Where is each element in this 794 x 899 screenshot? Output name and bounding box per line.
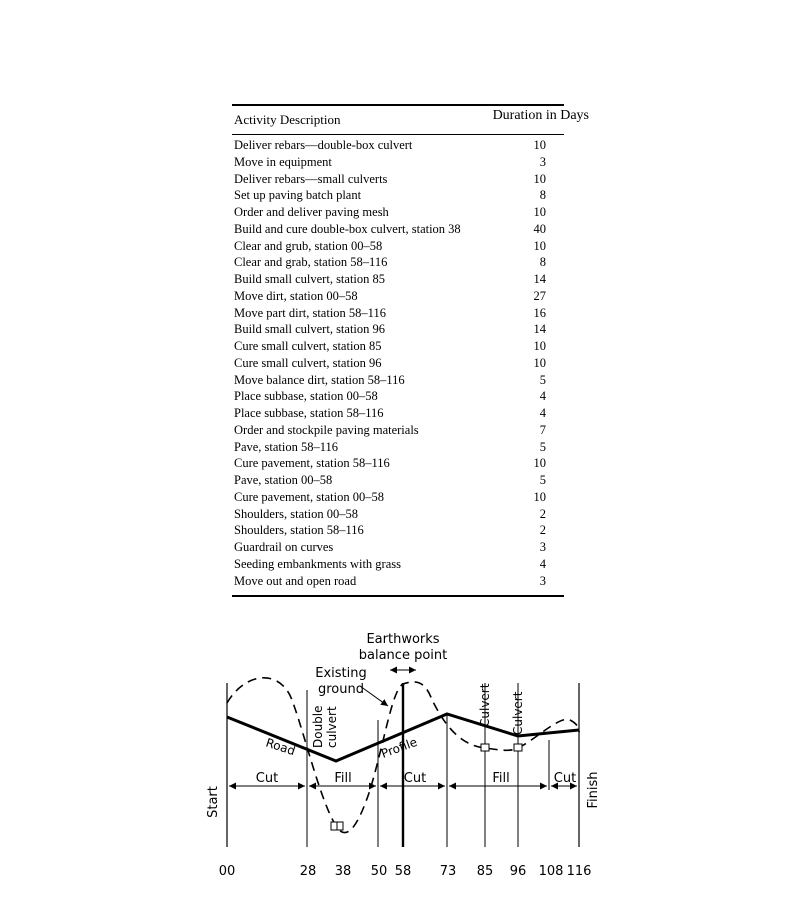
activity-description: Build small culvert, station 85 xyxy=(234,272,386,286)
activity-duration: 4 xyxy=(539,556,546,571)
activity-description: Pave, station 00–58 xyxy=(234,473,333,487)
activity-description: Guardrail on curves xyxy=(234,540,334,554)
activity-description: Move part dirt, station 58–116 xyxy=(234,305,386,320)
activity-duration: 5 xyxy=(539,439,546,454)
activity-duration: 2 xyxy=(539,523,546,538)
zone-fill-2: Fill xyxy=(492,771,510,786)
activity-duration: 10 xyxy=(533,355,546,370)
activity-description: Shoulders, station 58–116 xyxy=(234,523,364,538)
culvert-96-box xyxy=(514,744,522,751)
station-96: 96 xyxy=(509,864,527,879)
station-50: 50 xyxy=(370,864,388,879)
activity-duration: 14 xyxy=(533,272,546,286)
station-108: 108 xyxy=(538,864,564,879)
activity-description: Order and deliver paving mesh xyxy=(234,205,389,219)
zone-cut-3: Cut xyxy=(553,771,577,786)
activity-duration: 8 xyxy=(539,188,546,203)
zone-cut-1: Cut xyxy=(255,771,279,786)
activity-duration: 10 xyxy=(533,171,546,186)
activity-description: Place subbase, station 00–58 xyxy=(234,389,378,404)
road-label: Road xyxy=(264,735,298,759)
activity-description: Order and stockpile paving materials xyxy=(234,422,419,437)
activity-duration: 16 xyxy=(533,305,546,320)
activity-description: Clear and grab, station 58–116 xyxy=(234,255,388,270)
activity-description: Place subbase, station 58–116 xyxy=(234,406,384,420)
activity-description: Move dirt, station 00–58 xyxy=(234,288,358,303)
activity-description: Build small culvert, station 96 xyxy=(234,322,386,337)
activity-duration: 10 xyxy=(533,489,546,504)
zone-fill-1: Fill xyxy=(334,771,352,786)
activity-description: Cure pavement, station 00–58 xyxy=(234,489,384,504)
activity-description: Build and cure double-box culvert, station 38 xyxy=(234,221,461,236)
activity-duration: 14 xyxy=(533,322,546,337)
activity-description: Deliver rebars—small culverts xyxy=(234,171,388,186)
start-label: Start xyxy=(206,786,221,818)
activity-description: Deliver rebars—double-box culvert xyxy=(234,138,413,152)
activity-description: Seeding embankments with grass xyxy=(234,556,401,571)
activity-description: Cure small culvert, station 85 xyxy=(234,339,382,353)
finish-label: Finish xyxy=(586,771,601,809)
activity-description: Move in equipment xyxy=(234,154,332,169)
profile-label: Profile xyxy=(379,734,420,761)
activity-description: Set up paving batch plant xyxy=(234,188,362,203)
ground-label: ground xyxy=(318,682,364,697)
culvert-85-label: Culvert xyxy=(478,683,492,727)
culvert-96-label: Culvert xyxy=(511,691,525,735)
activity-description: Pave, station 58–116 xyxy=(234,439,339,454)
earthworks-label: Earthworks xyxy=(366,632,440,647)
activity-duration: 5 xyxy=(539,473,546,487)
culvert-label: culvert xyxy=(325,706,339,748)
activity-description: Move out and open road xyxy=(234,573,357,588)
activity-description: Clear and grub, station 00–58 xyxy=(234,238,383,253)
existing-label: Existing xyxy=(315,666,367,681)
station-73: 73 xyxy=(439,864,457,879)
header-duration: Duration in Days xyxy=(492,108,589,123)
activity-duration: 3 xyxy=(539,540,546,554)
activity-duration: 7 xyxy=(539,422,546,437)
activity-duration: 10 xyxy=(533,456,546,471)
activity-duration: 10 xyxy=(533,138,546,152)
existing-ground-leader xyxy=(360,686,388,706)
activity-description: Cure pavement, station 58–116 xyxy=(234,456,390,471)
activity-duration: 3 xyxy=(539,154,546,169)
activity-duration: 5 xyxy=(539,372,546,387)
activity-duration: 2 xyxy=(539,506,546,521)
zone-cut-2: Cut xyxy=(403,771,427,786)
activity-duration: 10 xyxy=(533,339,546,353)
station-28: 28 xyxy=(299,864,317,879)
activity-duration: 3 xyxy=(539,573,546,588)
station-38: 38 xyxy=(334,864,352,879)
station-85: 85 xyxy=(476,864,494,879)
balance-point-label: balance point xyxy=(358,648,448,663)
station-00: 00 xyxy=(218,864,236,879)
activity-duration: 10 xyxy=(533,205,546,219)
activity-duration: 10 xyxy=(533,238,546,253)
activity-duration: 40 xyxy=(533,221,546,236)
activity-description: Shoulders, station 00–58 xyxy=(234,506,358,521)
activity-duration: 8 xyxy=(539,255,546,270)
double-label: Double xyxy=(311,705,325,748)
header-activity-description: Activity Description xyxy=(234,112,341,127)
activity-description: Cure small culvert, station 96 xyxy=(234,355,382,370)
culvert-85-box xyxy=(481,744,489,751)
activity-description: Move balance dirt, station 58–116 xyxy=(234,372,405,387)
activity-duration: 27 xyxy=(533,288,546,303)
activity-duration: 4 xyxy=(539,389,546,404)
station-116: 116 xyxy=(566,864,592,879)
activity-duration: 4 xyxy=(539,406,546,420)
station-58: 58 xyxy=(394,864,412,879)
